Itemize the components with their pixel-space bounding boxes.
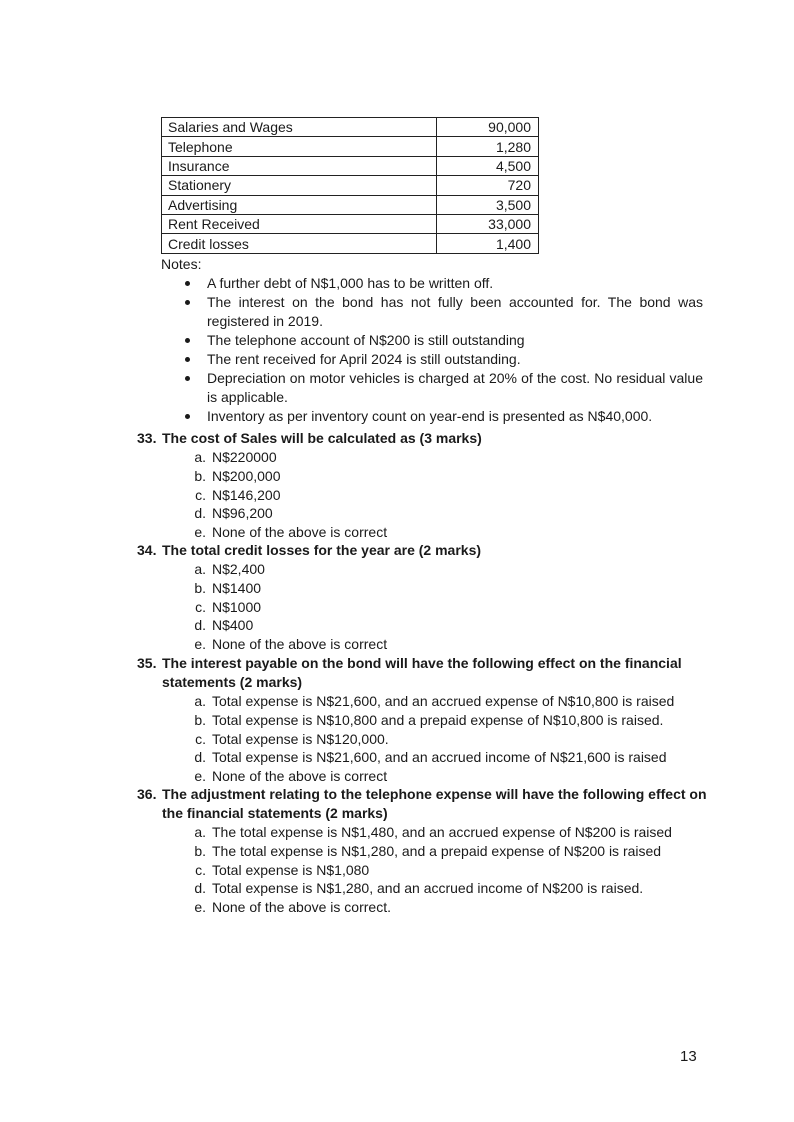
option-b xyxy=(137,579,707,598)
list-item xyxy=(183,350,703,369)
option-letter: a. xyxy=(194,693,206,709)
account-name: Advertising xyxy=(162,195,437,214)
option-text: Total expense is N$1,280, and an accrued income of N$200 is raised. xyxy=(212,880,644,897)
option-b xyxy=(137,711,707,730)
question-title xyxy=(137,541,707,560)
table-row xyxy=(162,214,539,233)
option-a xyxy=(137,823,707,842)
notes-list xyxy=(183,274,703,426)
table-row xyxy=(162,118,539,137)
bullet-icon xyxy=(185,300,190,305)
account-amount: 1,280 xyxy=(437,137,539,156)
options-list xyxy=(137,692,707,786)
option-letter: c. xyxy=(195,861,206,878)
note-text: The rent received for April 2024 is still outstanding. xyxy=(207,351,521,367)
bullet-icon xyxy=(185,281,190,286)
option-letter: d. xyxy=(194,749,206,766)
list-item xyxy=(183,293,703,331)
option-letter: b. xyxy=(194,579,206,596)
option-text: N$220000 xyxy=(212,449,277,465)
option-text: The total expense is N$1,480, and an accrued expense of N$200 is raised xyxy=(212,824,672,840)
question-text: The adjustment relating to the telephone expense will have the following effect on the financial statements (2 marks) xyxy=(162,786,707,821)
option-letter: e. xyxy=(194,768,206,785)
option-letter: a. xyxy=(194,561,206,577)
question-title xyxy=(137,654,707,692)
option-d xyxy=(137,748,707,767)
option-text: N$1400 xyxy=(212,579,262,596)
option-letter: e. xyxy=(194,636,206,653)
option-b xyxy=(137,842,707,861)
bullet-icon xyxy=(185,357,190,362)
options-list xyxy=(137,823,707,917)
option-text: Total expense is N$1,080 xyxy=(212,861,370,878)
option-text: Total expense is N$10,800 and a prepaid expense of N$10,800 is raised. xyxy=(212,711,664,728)
list-item xyxy=(183,274,703,293)
note-text: Inventory as per inventory count on year-end is presented as N$40,000. xyxy=(207,408,653,424)
option-text: N$400 xyxy=(212,617,254,634)
option-letter: b. xyxy=(194,711,206,728)
question-text: The total credit losses for the year are (2 marks) xyxy=(162,542,482,558)
option-c xyxy=(137,486,707,505)
question-number: 36. xyxy=(137,786,157,802)
account-amount: 1,400 xyxy=(437,234,539,253)
option-d xyxy=(137,616,707,635)
option-letter: d. xyxy=(194,617,206,634)
table-row xyxy=(162,137,539,156)
option-text: N$1000 xyxy=(212,598,262,615)
account-amount: 90,000 xyxy=(437,118,539,137)
option-letter: e. xyxy=(194,524,206,541)
account-amount: 720 xyxy=(437,176,539,195)
account-name: Insurance xyxy=(162,156,437,175)
option-letter: a. xyxy=(194,449,206,465)
question-number: 35. xyxy=(137,655,157,671)
question-text: The cost of Sales will be calculated as (3 marks) xyxy=(162,430,482,446)
option-text: N$200,000 xyxy=(212,467,281,484)
account-amount: 3,500 xyxy=(437,195,539,214)
table-row xyxy=(162,195,539,214)
option-text: N$146,200 xyxy=(212,486,281,503)
option-text: The total expense is N$1,280, and a prepaid expense of N$200 is raised xyxy=(212,842,662,859)
note-text: Depreciation on motor vehicles is charged at 20% of the cost. No residual value is applicable. xyxy=(207,370,703,405)
option-text: None of the above is correct xyxy=(212,636,388,653)
option-text: N$2,400 xyxy=(212,561,265,577)
table-row xyxy=(162,156,539,175)
option-letter: d. xyxy=(194,505,206,522)
option-letter: c. xyxy=(195,486,206,503)
question-number: 34. xyxy=(137,542,157,558)
question-title xyxy=(137,429,707,448)
account-name: Stationery xyxy=(162,176,437,195)
option-a xyxy=(137,560,707,579)
question-number: 33. xyxy=(137,430,157,446)
option-letter: b. xyxy=(194,842,206,859)
table-row xyxy=(162,234,539,253)
option-d xyxy=(137,879,707,898)
bullet-icon xyxy=(185,376,190,381)
list-item xyxy=(183,369,703,407)
list-item xyxy=(183,407,703,426)
option-text: Total expense is N$21,600, and an accrued expense of N$10,800 is raised xyxy=(212,693,675,709)
option-letter: c. xyxy=(195,598,206,615)
question-36 xyxy=(137,785,707,917)
account-name: Telephone xyxy=(162,137,437,156)
question-title xyxy=(137,785,707,823)
list-item xyxy=(183,331,703,350)
option-b xyxy=(137,467,707,486)
option-letter: b. xyxy=(194,467,206,484)
option-a xyxy=(137,448,707,467)
option-text: None of the above is correct. xyxy=(212,899,391,916)
account-amount: 4,500 xyxy=(437,156,539,175)
account-balances-table xyxy=(161,117,539,254)
options-list xyxy=(137,448,707,542)
question-text: The interest payable on the bond will have the following effect on the financial statements (2 marks) xyxy=(162,655,682,690)
account-name: Salaries and Wages xyxy=(162,118,437,137)
notes-heading: Notes: xyxy=(161,256,202,272)
options-list xyxy=(137,560,707,654)
bullet-icon xyxy=(185,338,190,343)
page-number: 13 xyxy=(680,1048,697,1065)
option-text: Total expense is N$21,600, and an accrued income of N$21,600 is raised xyxy=(212,749,667,766)
table-row xyxy=(162,176,539,195)
option-e xyxy=(137,767,707,786)
option-c xyxy=(137,730,707,749)
question-34 xyxy=(137,541,707,654)
note-text: The telephone account of N$200 is still outstanding xyxy=(207,332,525,348)
bullet-icon xyxy=(185,414,190,419)
note-text: The interest on the bond has not fully been accounted for. The bond was registered in 2019. xyxy=(207,294,703,329)
account-name: Credit losses xyxy=(162,234,437,253)
option-text: None of the above is correct xyxy=(212,768,388,785)
account-amount: 33,000 xyxy=(437,214,539,233)
option-text: N$96,200 xyxy=(212,505,273,522)
option-d xyxy=(137,504,707,523)
option-c xyxy=(137,598,707,617)
question-35 xyxy=(137,654,707,786)
account-name: Rent Received xyxy=(162,214,437,233)
note-text: A further debt of N$1,000 has to be written off. xyxy=(207,275,494,291)
option-a xyxy=(137,692,707,711)
option-e xyxy=(137,635,707,654)
option-e xyxy=(137,523,707,542)
question-33 xyxy=(137,429,707,542)
option-letter: d. xyxy=(194,880,206,897)
option-e xyxy=(137,898,707,917)
option-letter: c. xyxy=(195,730,206,747)
option-text: Total expense is N$120,000. xyxy=(212,730,389,747)
option-letter: a. xyxy=(194,824,206,840)
option-text: None of the above is correct xyxy=(212,524,388,541)
option-letter: e. xyxy=(194,899,206,916)
option-c xyxy=(137,861,707,880)
